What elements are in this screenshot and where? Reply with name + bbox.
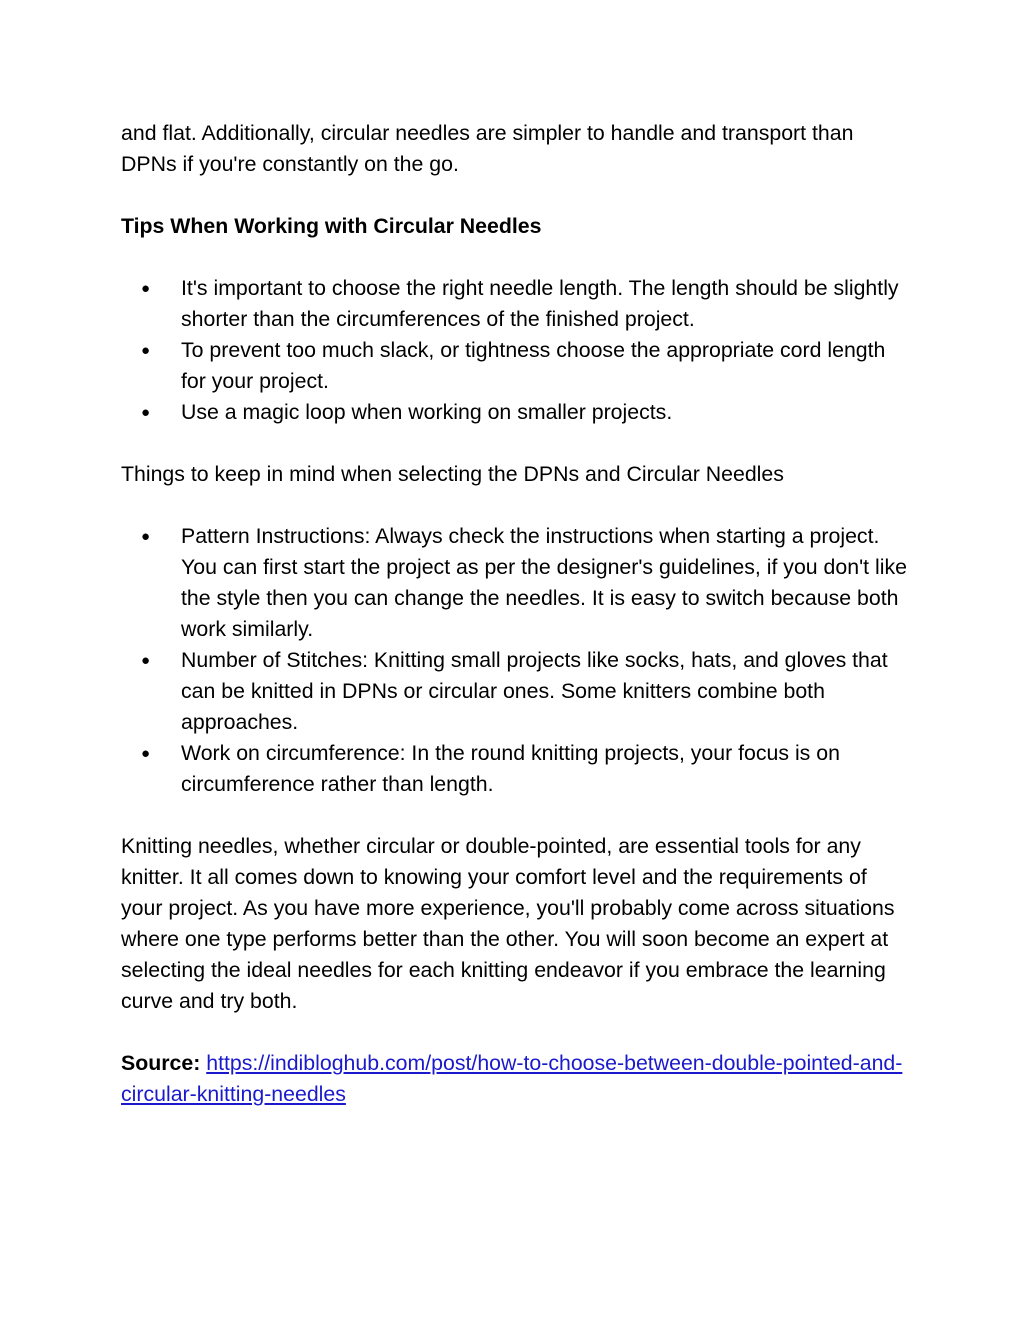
list-item-text: Pattern Instructions: Always check the instructions when starting a project. You can first start the project as per the designer's guidelines, if you don't like the style then you can change the needles. It is easy to switch because both work similarly. [181, 524, 907, 641]
list-item-text: To prevent too much slack, or tightness choose the appropriate cord length for your project. [181, 338, 886, 393]
list-item-text: Use a magic loop when working on smaller projects. [181, 400, 673, 424]
list-item [121, 335, 911, 397]
list-item [121, 397, 911, 428]
intro-paragraph: and flat. Additionally, circular needles are simpler to handle and transport than DPNs if you're constantly on the go. [121, 121, 854, 176]
list-item [121, 738, 911, 800]
source-link[interactable]: https://indibloghub.com/post/how-to-choose-between-double-pointed-and-circular-knitting-needles [121, 1051, 903, 1106]
list-item-text: It's important to choose the right needle length. The length should be slightly shorter than the circumferences of the finished project. [181, 276, 899, 331]
source-label: Source: [121, 1051, 201, 1075]
list-item-text: Work on circumference: In the round knitting projects, your focus is on circumference rather than length. [181, 741, 840, 796]
bullet-icon: ● [141, 280, 151, 297]
list-item [121, 273, 911, 335]
tips-heading: Tips When Working with Circular Needles [121, 214, 542, 238]
list-item [121, 521, 911, 645]
bullet-icon: ● [141, 528, 151, 545]
tips-list [121, 273, 911, 428]
bullet-icon: ● [141, 745, 151, 762]
list-item [121, 645, 911, 738]
bullet-icon: ● [141, 652, 151, 669]
list-item-text: Number of Stitches: Knitting small projects like socks, hats, and gloves that can be knitted in DPNs or circular ones. Some knitters combine both approaches. [181, 648, 888, 734]
bullet-icon: ● [141, 342, 151, 359]
document-page [121, 118, 911, 1110]
source-line [121, 1048, 911, 1110]
conclusion-paragraph: Knitting needles, whether circular or double-pointed, are essential tools for any knitter. It all comes down to knowing your comfort level and the requirements of your project. As you have more experience, you'll probably come across situations where one type performs better than the other. You will soon become an expert at selecting the ideal needles for each knitting endeavor if you embrace the learning curve and try both. [121, 834, 895, 1013]
considerations-list [121, 521, 911, 800]
considerations-intro: Things to keep in mind when selecting the DPNs and Circular Needles [121, 462, 784, 486]
bullet-icon: ● [141, 404, 151, 421]
